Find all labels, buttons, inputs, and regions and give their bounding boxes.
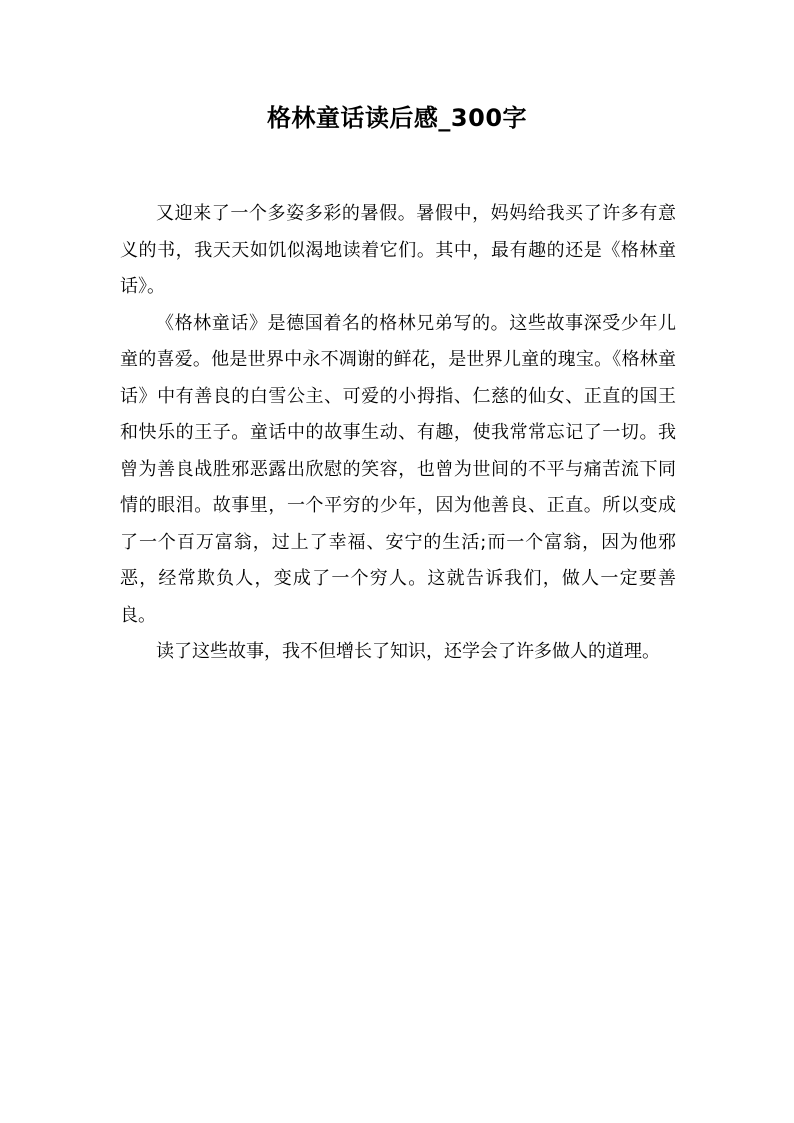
paragraph: 又迎来了一个多姿多彩的暑假。暑假中，妈妈给我买了许多有意义的书，我天天如饥似渴地读着它们。其中，最有趣的还是《格林童话》。 xyxy=(120,203,676,297)
paragraph: 《格林童话》是德国着名的格林兄弟写的。这些故事深受少年儿童的喜爱。他是世界中永不凋谢的鲜花，是世界儿童的瑰宝。《格林童话》中有善良的白雪公主、可爱的小拇指、仁慈的仙女、正直的国王和快乐的王子。童话中的故事生动、有趣，使我常常忘记了一切。我曾为善良战胜邪恶露出欣慰的笑容，也曾为世间的不平与痛苦流下同情的眼泪。故事里，一个平穷的少年，因为他善良、正直。所以变成了一个百万富翁，过上了幸福、安宁的生活;而一个富翁，因为他邪恶，经常欺负人，变成了一个穷人。这就告诉我们，做人一定要善良。 xyxy=(120,312,676,626)
paragraph: 读了这些故事，我不但增长了知识，还学会了许多做人的道理。 xyxy=(156,641,660,662)
document-title: 格林童话读后感_300字 xyxy=(266,104,528,132)
document-body xyxy=(120,196,676,671)
